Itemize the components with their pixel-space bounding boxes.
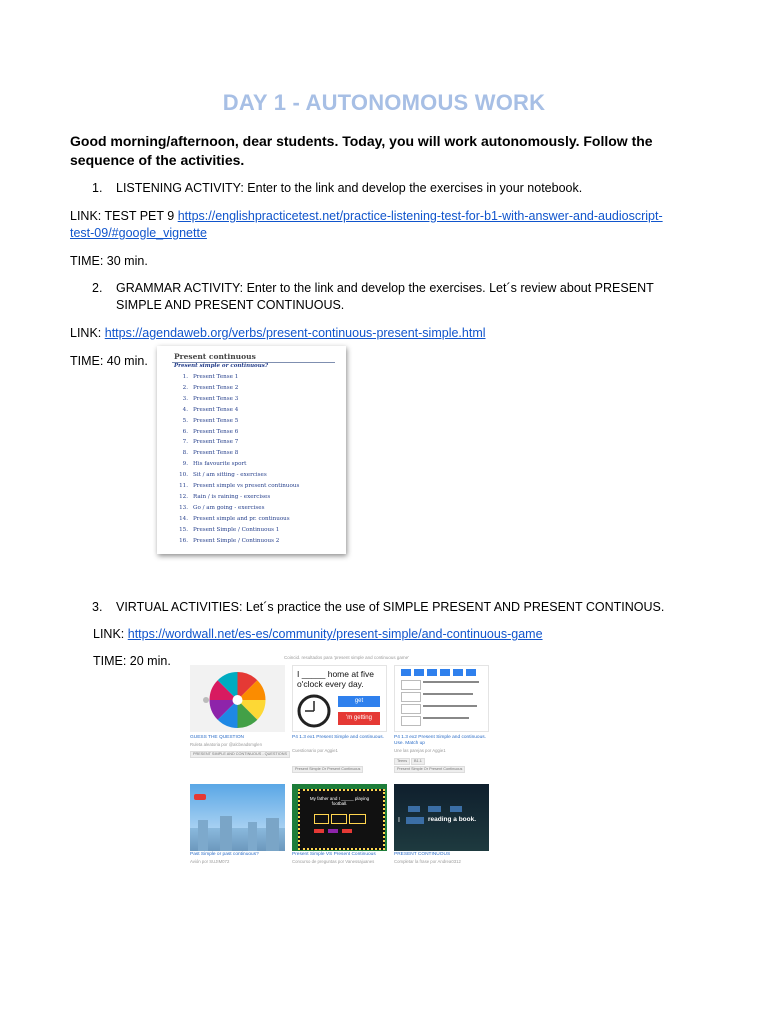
tile-4-meta: Avión por SUJIM072 — [190, 859, 230, 864]
screenshot-list-item[interactable]: 13. Go / am going - exercises — [179, 504, 265, 511]
tile-2-meta: Cuestionario por Aggie1 — [292, 748, 338, 753]
screenshot-list-item[interactable]: 8. Present Tense 8 — [182, 450, 239, 457]
tile-matchup-thumbnail[interactable] — [394, 665, 489, 732]
spinner-wheel-icon — [190, 665, 285, 732]
screenshot-list-item[interactable]: 9. His favourite sport — [182, 461, 247, 468]
screenshot-list-item[interactable]: 3. Present Tense 3 — [182, 395, 239, 402]
activity-1-link-row — [70, 208, 710, 242]
activity-1-link-prefix: LINK: TEST PET 9 — [70, 209, 178, 223]
tile-2-title[interactable]: P4 1.3 ex1 Present Simple and continuous. — [292, 735, 384, 740]
screenshot-list-item[interactable]: 2. Present Tense 2 — [182, 384, 239, 391]
tile-5-meta: Concurso de preguntas por Vanessajuanes — [292, 859, 375, 864]
gameshow-sentence: My father and I _____ playing football. — [309, 796, 370, 806]
tile-3-tag-1[interactable]: Teens — [394, 758, 410, 765]
quiz-option-1[interactable]: get — [338, 696, 380, 707]
tile-wheel-thumbnail[interactable] — [190, 665, 285, 732]
tile-1-title[interactable]: GUESS THE QUESTION — [190, 735, 245, 740]
activity-2-text: GRAMMAR ACTIVITY: Enter to the link and develop the exercises. Let´s review about PRESENT SIMPLE AND PRESENT CONTINUOUS. — [116, 281, 654, 312]
activity-2-link[interactable]: https://agendaweb.org/verbs/present-continuous-present-simple.html — [104, 326, 486, 340]
tile-3-meta: Une las parejas por Aggie1 — [394, 748, 446, 753]
tile-gameshow-thumbnail[interactable] — [292, 784, 387, 851]
screenshot-heading: Present continuous — [174, 352, 256, 361]
activity-2-time: TIME: 40 min. — [70, 354, 148, 368]
wordwall-screenshot — [188, 655, 493, 867]
screenshot-list-item[interactable]: 11. Present simple vs present continuous — [179, 483, 300, 489]
tile-1-tag[interactable]: PRESENT SIMPLE AND CONTINUOUS - QUESTIONS — [190, 751, 290, 758]
tile-6-meta: Completar la frase por Andrea0312 — [394, 859, 461, 864]
screenshot-list-item[interactable]: 15. Present Simple / Continuous 1 — [179, 526, 280, 533]
screenshot-list-item[interactable]: 10. Sit / am sitting - exercises — [179, 472, 267, 479]
activity-3-link-row: LINK: https://wordwall.net/es-es/community/present-simple/and-continuous-game — [93, 627, 543, 641]
screenshot-list-item[interactable]: 5. Present Tense 5 — [182, 417, 239, 424]
tile-quiz-thumbnail[interactable] — [292, 665, 387, 732]
grammar-links-screenshot — [157, 346, 346, 554]
tile-airplane-thumbnail[interactable] — [190, 784, 285, 851]
tile-5-title[interactable]: Present Simple VS Present Continuous — [292, 852, 376, 857]
tile-complete-thumbnail[interactable]: I reading a book. — [394, 784, 489, 851]
screenshot-list-item[interactable]: 14. Present simple and pr. continuous — [179, 515, 290, 522]
intro-text: Good morning/afternoon, dear students. Today, you will work autonomously. Follow the sequence of the activities. — [70, 133, 653, 168]
activity-2-number: 2. — [92, 281, 103, 295]
tile-2-tag[interactable]: Present Simple Or Present Continuous — [292, 766, 363, 773]
screenshot-list-item[interactable]: 1. Present Tense 1 — [182, 374, 239, 380]
tile-3-tag-3[interactable]: Present Simple Or Present Continuous — [394, 766, 465, 773]
complete-sentence-word: reading a book. — [428, 816, 477, 823]
quiz-sentence: I _____ home at five o'clock every day. — [297, 669, 375, 689]
activity-3-time: TIME: 20 min. — [93, 654, 171, 668]
tile-4-title[interactable]: Past Simple or past continuous? — [190, 852, 259, 857]
wordwall-caption: Coincid. resultados para 'present simple and continuous game' — [284, 655, 410, 660]
activity-2-link-row: LINK: https://agendaweb.org/verbs/present-continuous-present-simple.html — [70, 326, 486, 340]
activity-3-text: VIRTUAL ACTIVITIES: Let´s practice the use of SIMPLE PRESENT AND PRESENT CONTINOUS. — [116, 600, 665, 614]
screenshot-list-item[interactable]: 16. Present Simple / Continuous 2 — [179, 537, 280, 544]
airplane-icon — [194, 794, 206, 800]
tile-1-meta: Ruleta aleatoria por @alcbeadsmglen — [190, 742, 262, 747]
activity-1-time: TIME: 30 min. — [70, 254, 148, 268]
screenshot-list-item[interactable]: 4. Present Tense 4 — [182, 406, 239, 413]
tile-6-title[interactable]: PRESENT CONTINUOUS — [394, 852, 451, 857]
activity-1-number: 1. — [92, 181, 103, 195]
page-title: DAY 1 - AUTONOMOUS WORK — [222, 90, 546, 115]
screenshot-list-item[interactable]: 12. Rain / is raining - exercises — [179, 493, 271, 500]
screenshot-list-item[interactable]: 6. Present Tense 6 — [182, 428, 239, 435]
tile-3-title[interactable]: P4 1.3 ex2 Present Simple and continuous. Use. Match up — [394, 735, 486, 746]
activity-1-text: LISTENING ACTIVITY: Enter to the link and develop the exercises in your notebook. — [116, 181, 583, 195]
activity-3-number: 3. — [92, 600, 103, 614]
quiz-option-2[interactable]: 'm getting — [338, 712, 380, 725]
clock-icon — [297, 694, 331, 728]
tile-3-tag-2[interactable]: B1.1 — [411, 758, 425, 765]
screenshot-subheading: Present simple or continuous? — [174, 363, 269, 369]
activity-1-link[interactable]: https://englishpracticetest.net/practice-listening-test-for-b1-with-answer-and-audioscript- test-09/#google_vignette — [70, 209, 663, 240]
activity-3-link[interactable]: https://wordwall.net/es-es/community/present-simple/and-continuous-game — [127, 627, 543, 641]
screenshot-list-item[interactable]: 7. Present Tense 7 — [182, 439, 239, 446]
